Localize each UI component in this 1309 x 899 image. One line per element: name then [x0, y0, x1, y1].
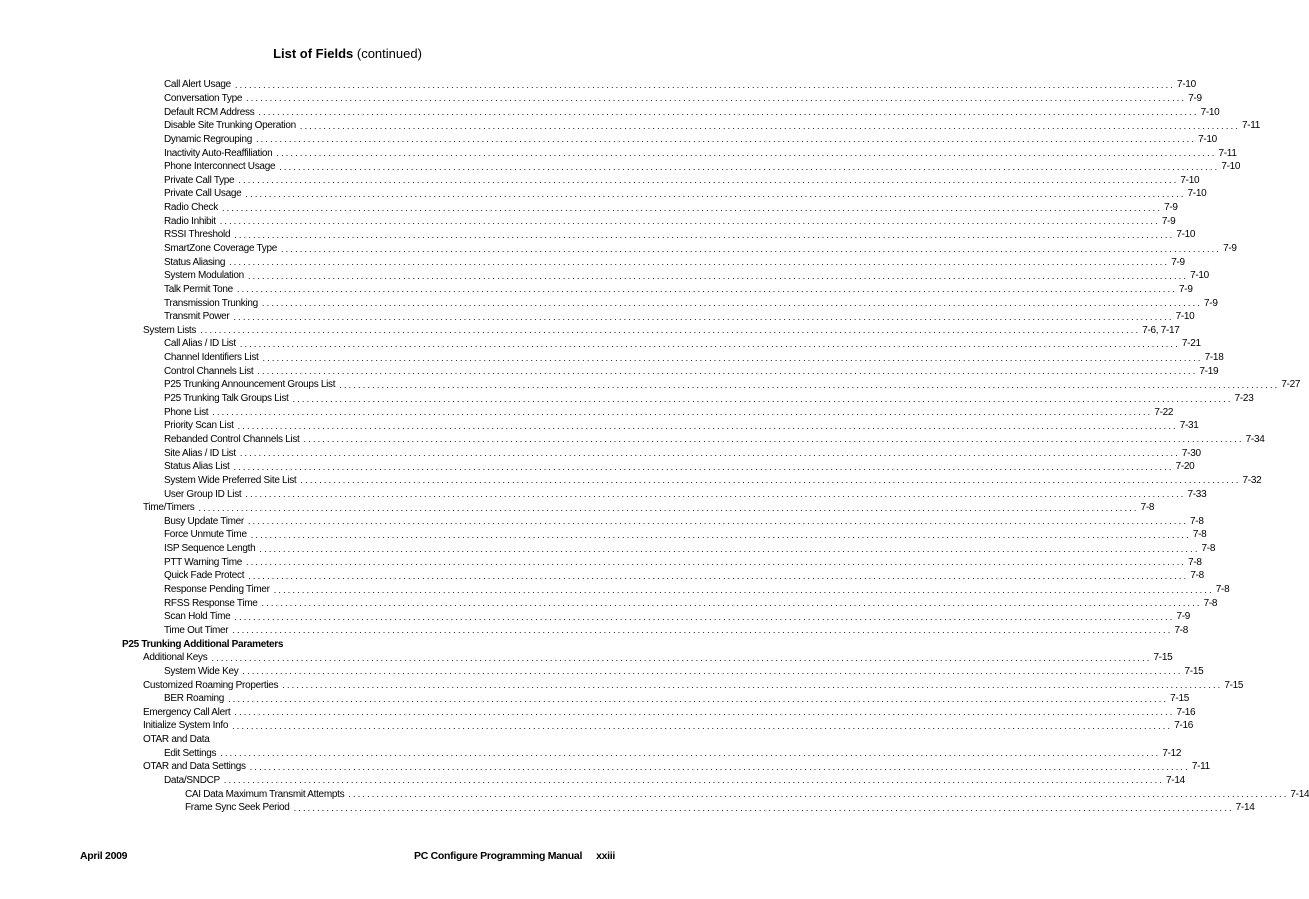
entry-page-ref: 7-31 [1179, 420, 1199, 432]
entry-page-ref: 7-14 [1290, 788, 1309, 800]
entry-label: Emergency Call Alert [143, 706, 231, 718]
entry-label: System Wide Preferred Site List [164, 474, 297, 486]
index-entry [0, 173, 1200, 187]
entry-page-ref: 7-9 [1161, 215, 1176, 227]
dot-leader: ........................................................................................................................................................................................................ [257, 366, 1198, 377]
entry-page-ref: 7-32 [1242, 474, 1262, 486]
dot-leader: ........................................................................................................................................................................................................ [234, 707, 1175, 718]
entry-page-ref: 7-9 [1188, 92, 1202, 104]
entry-label: Quick Fade Protect [164, 570, 245, 582]
dot-leader: ........................................................................................................................................................................................................ [262, 352, 1203, 363]
entry-label: PTT Warning Time [164, 556, 242, 568]
footer-manual-title: PC Configure Programming Manual [414, 850, 583, 862]
dot-leader: ........................................................................................................................................................................................................ [198, 502, 1139, 513]
entry-label: Additional Keys [143, 652, 208, 664]
entry-label: Scan Hold Time [164, 611, 231, 623]
entry-page-ref: 7-8 [1203, 597, 1218, 609]
dot-leader: ........................................................................................................................................................................................................ [259, 543, 1200, 554]
entry-page-ref: 7-10 [1200, 106, 1220, 118]
index-entry [0, 651, 1173, 665]
entry-page-ref: 7-10 [1177, 79, 1196, 91]
index-entry [0, 405, 1174, 419]
footer-right [414, 850, 615, 862]
entry-page-ref: 7-10 [1180, 174, 1200, 186]
entry-page-ref: 7-30 [1181, 447, 1201, 459]
entry-page-ref: 7-9 [1164, 202, 1178, 214]
entry-label: Private Call Type [164, 174, 235, 186]
entry-label: Response Pending Timer [164, 584, 270, 596]
entry-label: ISP Sequence Length [164, 543, 256, 555]
entry-page-ref: 7-18 [1204, 352, 1224, 364]
dot-leader: ........................................................................................................................................................................................................ [248, 570, 1189, 581]
entry-label: Frame Sync Seek Period [185, 802, 290, 814]
index-entry [0, 283, 1193, 297]
entry-page-ref: 7-15 [1153, 652, 1173, 664]
dot-leader: ........................................................................................................................................................................................................ [239, 448, 1180, 459]
index-entry [0, 705, 1196, 719]
dot-leader: ........................................................................................................................................................................................................ [234, 229, 1175, 240]
dot-leader: ........................................................................................................................................................................................................ [247, 516, 1189, 527]
entry-page-ref: 7-11 [1242, 120, 1261, 132]
entry-page-ref: 7-22 [1154, 406, 1174, 418]
entry-page-ref: 7-12 [1162, 747, 1182, 759]
dot-leader: ........................................................................................................................................................................................................ [233, 311, 1174, 322]
entry-label: RSSI Threshold [164, 229, 231, 241]
index-entry [0, 133, 1217, 147]
index-entry [0, 760, 1210, 774]
dot-leader: ........................................................................................................................................................................................................ [261, 298, 1203, 309]
entry-page-ref: 7-16 [1174, 720, 1194, 732]
entry-label: Time Out Timer [164, 624, 229, 636]
footer-page-number: xxiii [596, 850, 615, 862]
entry-label: Call Alert Usage [164, 79, 231, 91]
entry-label: Status Alias List [164, 461, 230, 473]
dot-leader: ........................................................................................................................................................................................................ [229, 257, 1170, 268]
index-entry [0, 774, 1185, 788]
entry-label: Call Alias / ID List [164, 338, 236, 350]
entry-label: Control Channels List [164, 365, 254, 377]
index-entry [0, 665, 1204, 679]
index-entry [0, 515, 1204, 529]
entry-label: OTAR and Data Settings [143, 761, 246, 773]
index-entry [0, 528, 1207, 542]
entry-page-ref: 7-14 [1166, 774, 1185, 786]
entry-page-ref: 7-15 [1170, 693, 1189, 705]
dot-leader: ........................................................................................................................................................................................................ [232, 720, 1173, 731]
entry-page-ref: 7-20 [1175, 461, 1195, 473]
entry-label: Disable Site Trunking Operation [164, 120, 296, 132]
entry-page-ref: 7-9 [1171, 256, 1185, 268]
entry-page-ref: 7-19 [1199, 365, 1219, 377]
entry-page-ref: 7-8 [1215, 584, 1230, 596]
index-entry [0, 787, 1309, 801]
footer-date: April 2009 [80, 850, 128, 862]
index-entry [0, 378, 1301, 392]
entry-label: Status Aliasing [164, 256, 226, 268]
dot-leader: ........................................................................................................................................................................................................ [234, 79, 1176, 90]
entry-label: System Modulation [164, 270, 244, 282]
dot-leader: ........................................................................................................................................................................................................ [238, 175, 1179, 186]
index-entry [0, 228, 1196, 242]
entry-label: System Wide Key [164, 665, 239, 677]
index-entry [0, 419, 1199, 433]
index-entry [0, 460, 1195, 474]
index-entry [0, 746, 1182, 760]
entry-label: System Lists [143, 324, 197, 336]
entry-label: Phone Interconnect Usage [164, 161, 276, 173]
entry-label: Customized Roaming Properties [143, 679, 279, 691]
entry-page-ref: 7-10 [1190, 270, 1209, 282]
entry-page-ref: 7-21 [1181, 338, 1201, 350]
dot-leader: ........................................................................................................................................................................................................ [273, 584, 1214, 595]
entry-page-ref: 7-10 [1175, 311, 1195, 323]
index-entry [0, 324, 1180, 338]
entry-page-ref: 7-23 [1234, 393, 1254, 405]
dot-leader: ........................................................................................................................................................................................................ [219, 216, 1160, 227]
index-entry [0, 637, 572, 651]
dot-leader: ........................................................................................................................................................................................................ [300, 475, 1241, 486]
dot-leader: ........................................................................................................................................................................................................ [221, 202, 1163, 213]
dot-leader: ........................................................................................................................................................................................................ [212, 407, 1153, 418]
entry-page-ref: 7-16 [1176, 706, 1196, 718]
dot-leader: ........................................................................................................................................................................................................ [261, 598, 1202, 609]
dot-leader: ........................................................................................................................................................................................................ [245, 489, 1186, 500]
entry-page-ref: 7-9 [1204, 297, 1218, 309]
index-entry [0, 733, 572, 747]
index-entry [0, 610, 1191, 624]
entry-page-ref: 7-10 [1176, 229, 1196, 241]
page-title [0, 46, 695, 61]
index-entry [0, 201, 1178, 215]
entry-label: Channel Identifiers List [164, 352, 259, 364]
index-entry [0, 296, 1218, 310]
entry-page-ref: 7-15 [1224, 679, 1244, 691]
dot-leader: ........................................................................................................................................................................................................ [245, 188, 1186, 199]
entry-page-ref: 7-11 [1191, 761, 1210, 773]
dot-leader: ........................................................................................................................................................................................................ [237, 420, 1178, 431]
entry-label: Phone List [164, 406, 209, 418]
entry-page-ref: 7-14 [1235, 802, 1255, 814]
dot-leader: ........................................................................................................................................................................................................ [242, 666, 1183, 677]
page-title-suffix: (continued) [356, 46, 422, 61]
entry-page-ref: 7-8 [1188, 556, 1202, 568]
dot-leader: ........................................................................................................................................................................................................ [299, 120, 1240, 131]
entry-page-ref: 7-34 [1245, 433, 1265, 445]
index-entry [0, 78, 1196, 92]
entry-page-ref: 7-8 [1190, 570, 1204, 582]
dot-leader: ........................................................................................................................................................................................................ [276, 148, 1217, 159]
index-entry [0, 555, 1202, 569]
index-entry [0, 624, 1188, 638]
entry-page-ref: 7-8 [1174, 624, 1188, 636]
index-entry [0, 105, 1220, 119]
index-entry [0, 242, 1237, 256]
dot-leader: ........................................................................................................................................................................................................ [292, 393, 1233, 404]
entry-page-ref: 7-6, 7-17 [1142, 324, 1180, 336]
dot-leader: ........................................................................................................................................................................................................ [236, 284, 1178, 295]
index-entry [0, 433, 1265, 447]
dot-leader: ........................................................................................................................................................................................................ [293, 802, 1234, 813]
entry-label: Transmission Trunking [164, 297, 258, 309]
entry-label: Inactivity Auto-Reaffiliation [164, 147, 273, 159]
entry-label: Radio Check [164, 202, 218, 214]
entry-page-ref: 7-8 [1201, 543, 1216, 555]
entry-label: Conversation Type [164, 92, 243, 104]
index-entry [0, 119, 1261, 133]
index-entry [0, 596, 1218, 610]
entry-page-ref: 7-33 [1187, 488, 1207, 500]
entry-label: SmartZone Coverage Type [164, 243, 277, 254]
index-entry [0, 146, 1237, 160]
dot-leader: ........................................................................................................................................................................................................ [258, 107, 1199, 118]
dot-leader: ........................................................................................................................................................................................................ [239, 338, 1180, 349]
index-entry [0, 337, 1201, 351]
index-entry [0, 92, 1202, 106]
entry-page-ref: 7-15 [1184, 665, 1204, 677]
index-entry [0, 310, 1195, 324]
index-entry [0, 501, 1155, 515]
entry-page-ref: 7-10 [1198, 133, 1217, 145]
entry-page-ref: 7-11 [1218, 147, 1237, 159]
field-index-list [0, 78, 1309, 815]
entry-page-ref: 7-8 [1192, 529, 1207, 541]
entry-label: User Group ID List [164, 488, 242, 500]
dot-leader: ........................................................................................................................................................................................................ [280, 243, 1222, 254]
dot-leader: ........................................................................................................................................................................................................ [250, 529, 1191, 540]
entry-label: Dynamic Regrouping [164, 133, 252, 145]
entry-label: P25 Trunking Announcement Groups List [164, 379, 336, 391]
index-entry [0, 719, 1194, 733]
dot-leader: ........................................................................................................................................................................................................ [249, 761, 1190, 772]
entry-label: RFSS Response Time [164, 597, 258, 609]
dot-leader: ........................................................................................................................................................................................................ [282, 680, 1223, 690]
dot-leader: ........................................................................................................................................................................................................ [303, 434, 1244, 445]
entry-label: P25 Trunking Additional Parameters [122, 638, 284, 650]
entry-label: Talk Permit Tone [164, 283, 233, 295]
entry-label: Time/Timers [143, 502, 195, 514]
entry-label: Radio Inhibit [164, 215, 216, 227]
entry-page-ref: 7-9 [1179, 283, 1193, 295]
index-entry [0, 542, 1216, 556]
entry-page-ref: 7-9 [1223, 243, 1237, 254]
dot-leader: ........................................................................................................................................................................................................ [223, 775, 1165, 786]
dot-leader: ........................................................................................................................................................................................................ [232, 625, 1173, 636]
index-entry [0, 187, 1207, 201]
entry-label: P25 Trunking Talk Groups List [164, 393, 289, 405]
dot-leader: ........................................................................................................................................................................................................ [211, 652, 1152, 663]
index-entry [0, 269, 1209, 283]
entry-label: CAI Data Maximum Transmit Attempts [185, 788, 345, 800]
dot-leader: ........................................................................................................................................................................................................ [348, 789, 1289, 800]
index-entry [0, 474, 1262, 488]
entry-label: Private Call Usage [164, 188, 242, 200]
entry-label: Rebanded Control Channels List [164, 433, 300, 445]
entry-label: Data/SNDCP [164, 774, 220, 786]
entry-page-ref: 7-27 [1281, 379, 1301, 391]
entry-label: Priority Scan List [164, 420, 234, 432]
index-entry [0, 801, 1255, 815]
index-entry [0, 255, 1185, 269]
entry-label: Initialize System Info [143, 720, 229, 732]
entry-label: Edit Settings [164, 747, 217, 759]
dot-leader: ........................................................................................................................................................................................................ [233, 461, 1174, 472]
dot-leader: ........................................................................................................................................................................................................ [279, 161, 1220, 172]
dot-leader: ........................................................................................................................................................................................................ [246, 557, 1187, 568]
index-entry [0, 160, 1241, 174]
page-title-main: List of Fields [273, 46, 354, 61]
entry-label: Transmit Power [164, 311, 230, 323]
dot-leader: ........................................................................................................................................................................................................ [200, 325, 1141, 336]
index-entry [0, 364, 1219, 378]
entry-label: Site Alias / ID List [164, 447, 236, 459]
index-entry [0, 569, 1204, 583]
dot-leader: ........................................................................................................................................................................................................ [220, 748, 1161, 759]
entry-page-ref: 7-9 [1176, 611, 1191, 623]
entry-label: OTAR and Data [143, 734, 210, 746]
entry-label: Busy Update Timer [164, 515, 244, 527]
dot-leader: ........................................................................................................................................................................................................ [234, 611, 1175, 622]
index-entry [0, 392, 1254, 406]
dot-leader: ........................................................................................................................................................................................................ [228, 693, 1169, 704]
dot-leader: ........................................................................................................................................................................................................ [255, 134, 1197, 145]
index-entry [0, 446, 1201, 460]
dot-leader: ........................................................................................................................................................................................................ [247, 270, 1189, 281]
entry-page-ref: 7-10 [1187, 188, 1207, 200]
index-entry [0, 214, 1176, 228]
dot-leader: ........................................................................................................................................................................................................ [339, 379, 1280, 390]
entry-page-ref: 7-10 [1221, 161, 1241, 173]
entry-label: Default RCM Address [164, 106, 255, 118]
index-entry [0, 678, 1244, 692]
index-entry [0, 351, 1224, 365]
index-entry [0, 692, 1189, 706]
entry-page-ref: 7-8 [1190, 515, 1204, 527]
entry-page-ref: 7-8 [1140, 502, 1155, 514]
index-entry [0, 487, 1207, 501]
dot-leader: ........................................................................................................................................................................................................ [246, 93, 1187, 104]
entry-label: Force Unmute Time [164, 529, 247, 541]
entry-label: BER Roaming [164, 693, 225, 705]
index-entry [0, 583, 1230, 597]
